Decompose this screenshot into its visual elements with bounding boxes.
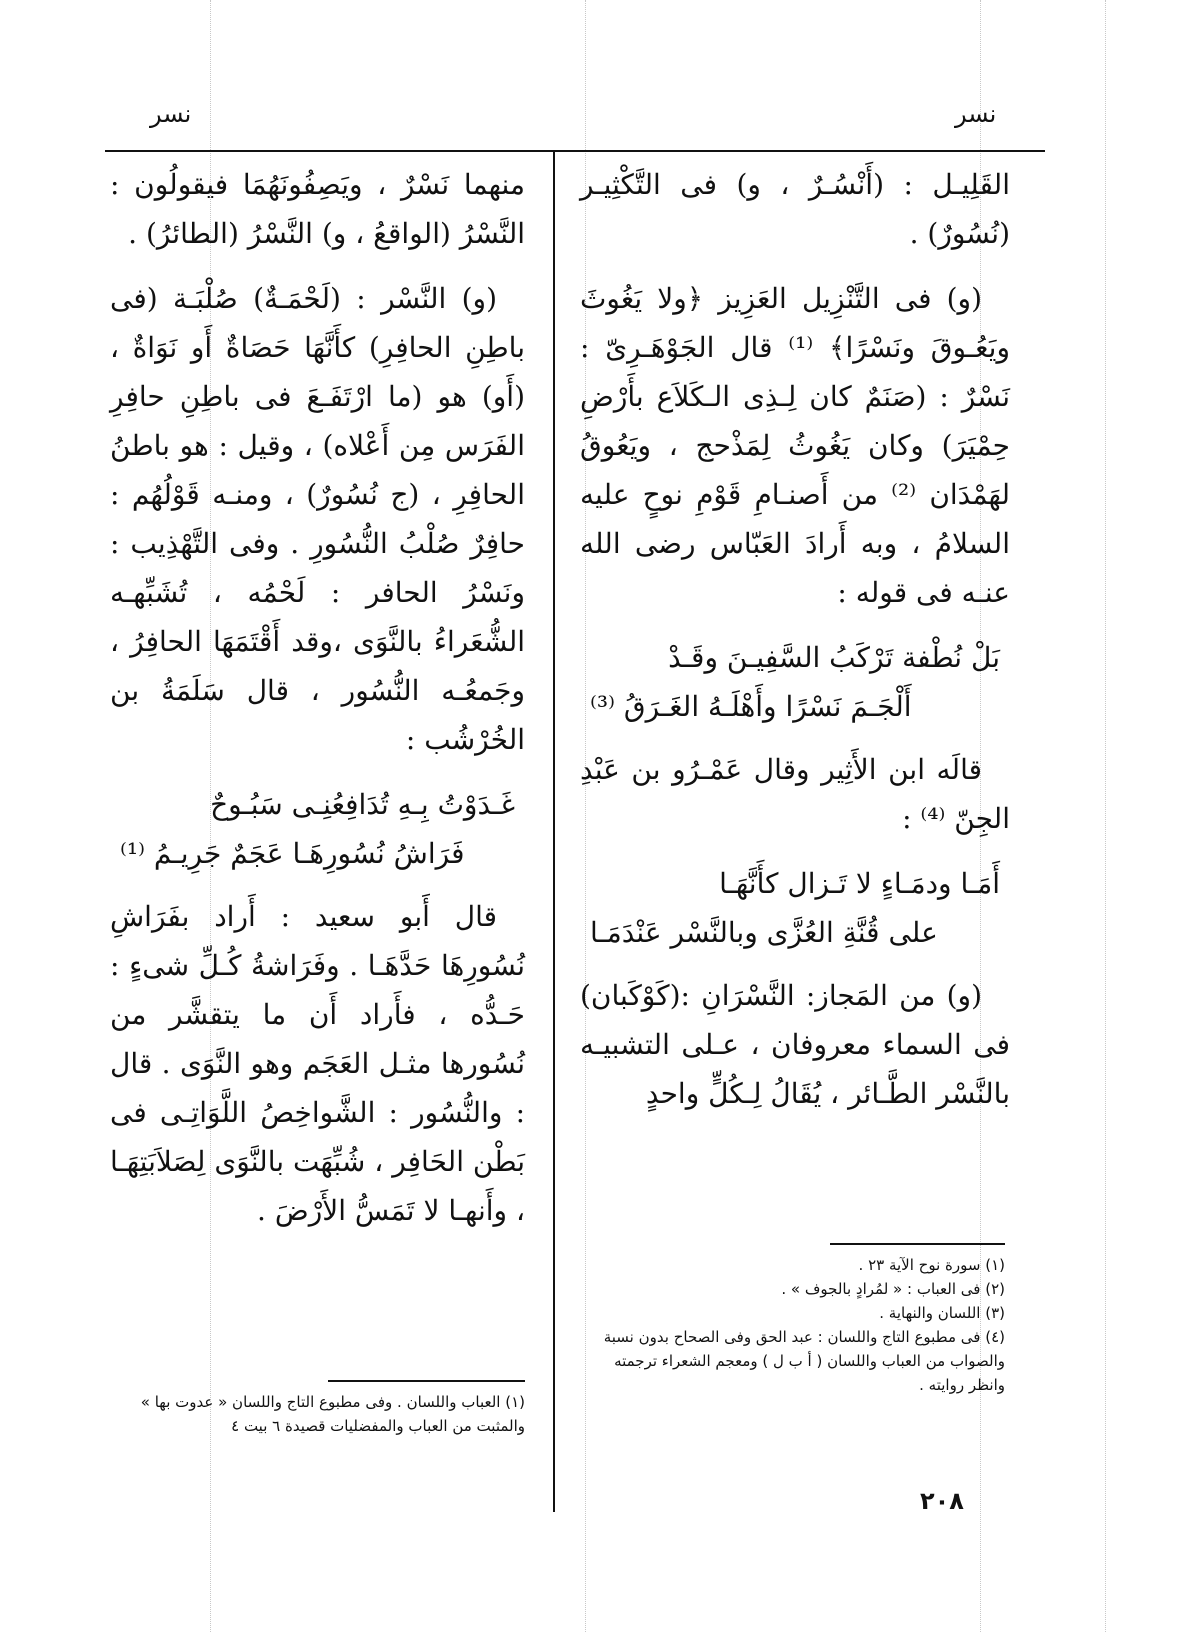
column-divider [553, 152, 555, 1512]
footnote: (٤) فى مطبوع التاج واللسان : عبد الحق وفى الصحاح بدون نسبة والصواب من العباب واللسان ( أ ب ل ) ومعجم الشعراء ترجمته وانظر روايته . [603, 1328, 1005, 1394]
left-column [110, 160, 525, 1251]
running-head-left: نسر [150, 100, 192, 128]
paragraph: قالَه ابن الأَثِير وقال عَمْـرُو بن عَبْدِ الجِنّ ⁽⁴⁾ : [580, 753, 1010, 835]
verse [580, 859, 1010, 957]
verse [110, 780, 525, 878]
footnote: (٢) فى العباب : « لمُرادٍ بالجوف » . [781, 1280, 1005, 1298]
verse-hemistich: غَـدَوْتُ بِـهِ تُدَافِعُنِـى سَبُـوحٌ [210, 788, 515, 821]
paragraph: (و) من المَجاز: النَّسْرَانِ :(كَوْكَبان) فى السماء معروفان ، عـلى التشبيـه بالنَّسْر الطَّـائر ، يُقَالُ لِـكُلٍّ واحدٍ [580, 979, 1010, 1110]
footnote: (١) سورة نوح الآية ٢٣ . [858, 1256, 1005, 1274]
verse [580, 633, 1010, 731]
paragraph: منهما نَسْرٌ ، ويَصِفُونَهُمَا فيقولُون : النَّسْرُ (الواقعُ ، و) النَّسْرُ (الطائرُ) . [110, 168, 525, 250]
paragraph: قال أَبو سعيد : أَراد بفَرَاشِ نُسُورِهَا حَدَّهَـا . وفَرَاشةُ كُـلِّ شىءٍ : حَـدُّه ، فأَراد أَن ما يتقشَّر من نُسُورها مثـل العَجَم وهو النَّوَى . قال : والنُّسُور : الشَّواخِصُ اللَّوَاتِـى فى بَطْن الحَافِر ، شُبِّهَت بالنَّوَى لِصَلاَبَتِهَـا ، وأَنهـا لا تَمَسُّ الأَرْضَ . [110, 900, 525, 1227]
right-column [580, 160, 1010, 1134]
verse-hemistich: على قُنَّةِ العُزَّى وبالنَّسْر عَنْدَمَـا [590, 916, 938, 949]
footnote-rule [328, 1380, 525, 1382]
paragraph: (و) النَّسْر : (لَحْمَـةٌ) صُلْبَـة (فى باطِنِ الحافِرِ) كأَنَّهَا حَصَاةٌ أَو نَوَاةٌ ، (أَو) هو (ما ارْتَفَـعَ فى باطِنِ حافِرِ الفَرَس مِن أَعْلاه) ، وقيل : هو باطنُ الحافِرِ ، (ج نُسُورٌ) ، ومنـه قَوْلُهُم : حافِرٌ صُلْبُ النُّسُورِ . وفى التَّهْذِيب : ونَسْرُ الحافر : لَحْمُه ، تُشَبِّهـه الشُّعَراءُ بالنَّوَى ،وقد أَقْتَمَهَا الحافِرُ ، وجَمعُـه النُّسُور ، قال سَلَمَةُ بن الخُرْشُب : [110, 282, 525, 756]
page-number: ٢٠٨ [920, 1487, 964, 1515]
footnotes-right [580, 1253, 1005, 1397]
verse-hemistich: بَلْ نُطْفة تَرْكَبُ السَّفِيـنَ وقَـدْ [668, 641, 1000, 674]
verse-hemistich: أَلْجَـمَ نَسْرًا وأَهْلَـهُ الغَـرَقُ ⁽³⁾ [590, 690, 912, 723]
footnote: (٣) اللسان والنهاية . [879, 1304, 1005, 1322]
verse-hemistich: فَرَاشُ نُسُورِهَـا عَجَمٌ جَرِيـمُ ⁽¹⁾ [120, 837, 465, 870]
paragraph: (و) فى التَّنْزِيل العَزِيز ﴿ولا يَغُوثَ ويَعُـوقَ ونَسْرًا﴾ ⁽¹⁾ قال الجَوْهَـرِىّ : نَسْرٌ : (صَنَمٌ كان لِـذِى الـكَلاَع بأَرْضِ حِمْيَرَ) وكان يَغُوثُ لِمَذْحج ، ويَعُوقُ لهَمْدَان ⁽²⁾ من أَصنـامِ قَوْمِ نوحٍ عليه السلامُ ، وبه أَرادَ العَبّاس رضى الله عنـه فى قوله : [580, 282, 1010, 609]
paragraph: القَلِيـل : (أَنْسُـرٌ ، و) فى التَّكْثِيـر (نُسُورٌ) . [580, 168, 1010, 250]
verse-hemistich: أَمَـا ودمَـاءٍ لا تَـزال كأَنَّهَـا [719, 867, 1000, 900]
footnote: (١) العباب واللسان . وفى مطبوع التاج واللسان « عدوت بها » والمثبت من العباب والمفضليات قصيدة ٦ بيت ٤ [140, 1393, 525, 1435]
running-head-right: نسر [955, 100, 997, 128]
header-rule [105, 150, 1045, 152]
scan-artifact-line [1105, 0, 1106, 1632]
footnotes-left [105, 1390, 525, 1438]
footnote-rule [830, 1243, 1005, 1245]
